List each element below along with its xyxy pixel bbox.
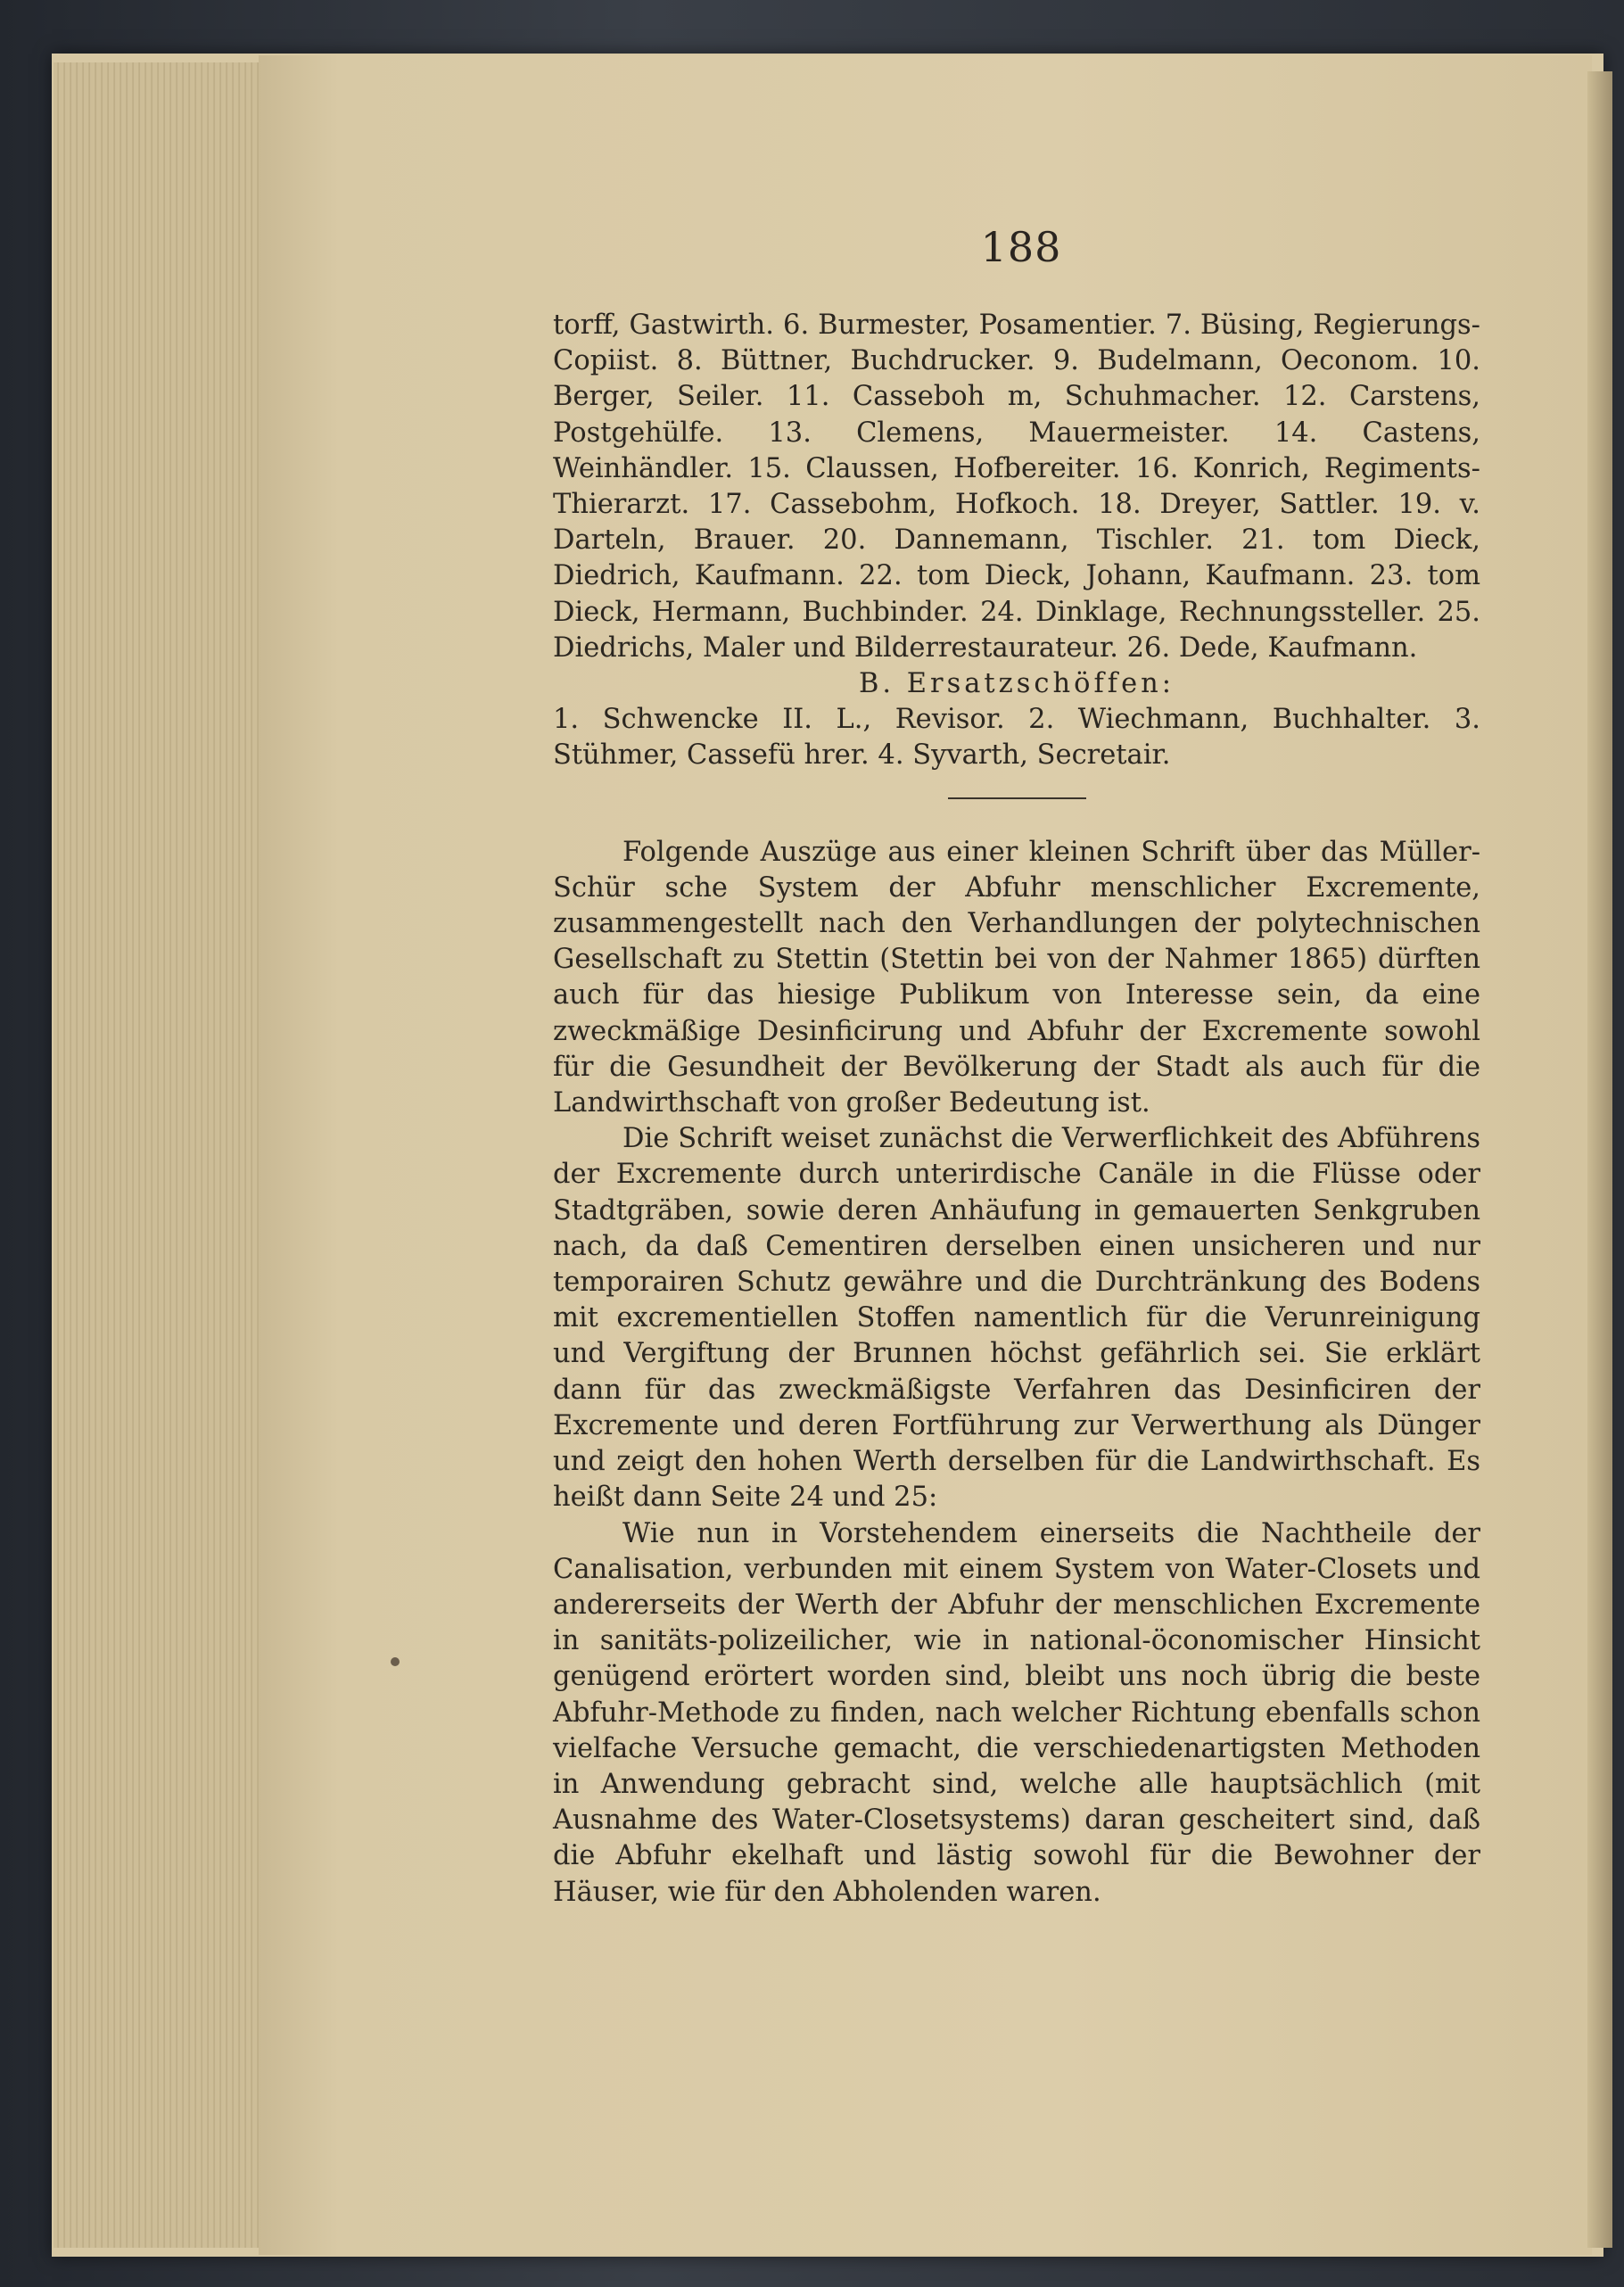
paragraph-3: Wie nun in Vorstehendem einerseits die Nachtheile der Canalisation, verbunden mit einem System von Water-Closets und andererseits der Werth der Abfuhr der menschlichen Excremente in sanitäts-polizeilicher, wie in national-öconomischer Hinsicht genügend erörtert worden sind, bleibt uns noch übrig die beste Abfuhr-Methode zu finden, nach welcher Richtung ebenfalls schon vielfache Versuche gemacht, die verschiedenartigsten Methoden in Anwendung gebracht sind, welche alle hauptsächlich (mit Ausnahme des Water-Closetsystems) daran gescheitert sind, daß die Abfuhr ekelhaft und lästig sowohl für die Bewohner der Häuser, wie für den Abholenden waren.: [553, 1517, 1480, 1908]
paragraph-2: Die Schrift weiset zunächst die Verwerflichkeit des Abführens der Excremente durch unterirdische Canäle in die Flüsse oder Stadtgräben, sowie deren Anhäufung in gemauerten Senkgruben nach, da daß Cementiren derselben einen unsicheren und nur temporairen Schutz gewähre und die Durchtränkung des Bodens mit excrementiellen Stoffen namentlich für die Verunreinigung und Vergiftung der Brunnen höchst gefährlich sei. Sie erklärt dann für das zweckmäßigste Verfahren das Desinficiren der Excremente und deren Fortführung zur Verwerthung als Dünger und zeigt den hohen Werth derselben für die Landwirthschaft. Es heißt dann Seite 24 und 25:: [553, 1123, 1480, 1514]
paragraph-1: Folgende Auszüge aus einer kleinen Schrift über das Müller-Schür sche System der Abfuhr menschlicher Excremente, zusammengestellt nach den Verhandlungen der polytechnischen Gesellschaft zu Stettin (Stettin bei von der Nahmer 1865) dürften auch für das hiesige Publikum von Interesse sein, da eine zweckmäßige Desinficirung und Abfuhr der Excremente sowohl für die Gesundheit der Bevölkerung der Stadt als auch für die Landwirthschaft von großer Bedeutung ist.: [553, 836, 1480, 1119]
separator-rule: [948, 797, 1086, 799]
page-text: [553, 308, 1480, 1911]
section-b-heading: B. Ersatzschöffen:: [858, 668, 1175, 700]
member-list-b: 1. Schwencke II. L., Revisor. 2. Wiechmann, Buchhalter. 3. Stühmer, Cassefü hrer. 4. Syvarth, Secretair.: [553, 704, 1480, 772]
page-number: 188: [980, 223, 1062, 271]
member-list-a: torff, Gastwirth. 6. Burmester, Posamentier. 7. Büsing, Regierungs-Copiist. 8. Büttner, Buchdrucker. 9. Budelmann, Oeconom. 10. Berger, Seiler. 11. Casseboh m, Schuhmacher. 12. Carstens, Postgehülfe. 13. Clemens, Mauermeister. 14. Castens, Weinhändler. 15. Claussen, Hofbereiter. 16. Konrich, Regiments-Thierarzt. 17. Cassebohm, Hofkoch. 18. Dreyer, Sattler. 19. v. Darteln, Brauer. 20. Dannemann, Tischler. 21. tom Dieck, Diedrich, Kaufmann. 22. tom Dieck, Johann, Kaufmann. 23. tom Dieck, Hermann, Buchbinder. 24. Dinklage, Rechnungssteller. 25. Diedrichs, Maler und Bilderrestaurateur. 26. Dede, Kaufmann.: [553, 310, 1480, 664]
margin-mark: [391, 1657, 400, 1666]
right-page-edge: [1587, 71, 1612, 2248]
page-stack-edges: [54, 62, 276, 2248]
